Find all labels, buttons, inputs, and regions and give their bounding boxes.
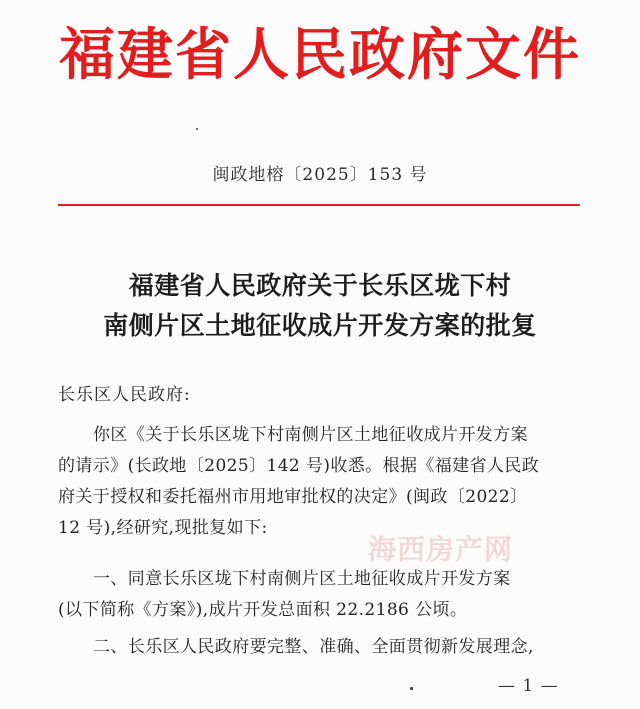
scan-speck [410, 687, 413, 690]
paragraph-2 [58, 564, 584, 626]
document-title [0, 266, 640, 346]
paragraph-3 [58, 632, 584, 663]
document-number: 闽政地榕〔2025〕153 号 [212, 165, 428, 185]
paragraph-1 [58, 420, 584, 544]
document-title-line-1: 福建省人民政府关于长乐区垅下村 [128, 271, 512, 300]
paragraph-line: 你区《关于长乐区垅下村南侧片区土地征收成片开发方案 [93, 425, 528, 445]
addressee: 长乐区人民政府: [58, 385, 191, 405]
paragraph-line: 二、长乐区人民政府要完整、准确、全面贯彻新发展理念, [93, 637, 534, 657]
paragraph-line: 12 号),经研究,现批复如下: [58, 518, 268, 538]
paragraph-line: (以下简称《方案》),成片开发总面积 22.2186 公顷。 [58, 600, 468, 620]
page-number: — 1 — [498, 676, 559, 696]
paragraph-line: 的请示》(长政地〔2025〕142 号)收悉。根据《福建省人民政 [58, 456, 540, 476]
document-title-line-2: 南侧片区土地征收成片开发方案的批复 [103, 311, 537, 340]
paragraph-line: 府关于授权和委托福州市用地审批权的决定》(闽政〔2022〕 [58, 487, 528, 507]
scan-speck [196, 128, 198, 130]
paragraph-line: 一、同意长乐区垅下村南侧片区土地征收成片开发方案 [93, 569, 511, 589]
red-divider-line [58, 204, 580, 206]
masthead-title: 福建省人民政府文件 [59, 22, 581, 88]
watermark-text: 海西房产网 [368, 533, 514, 566]
